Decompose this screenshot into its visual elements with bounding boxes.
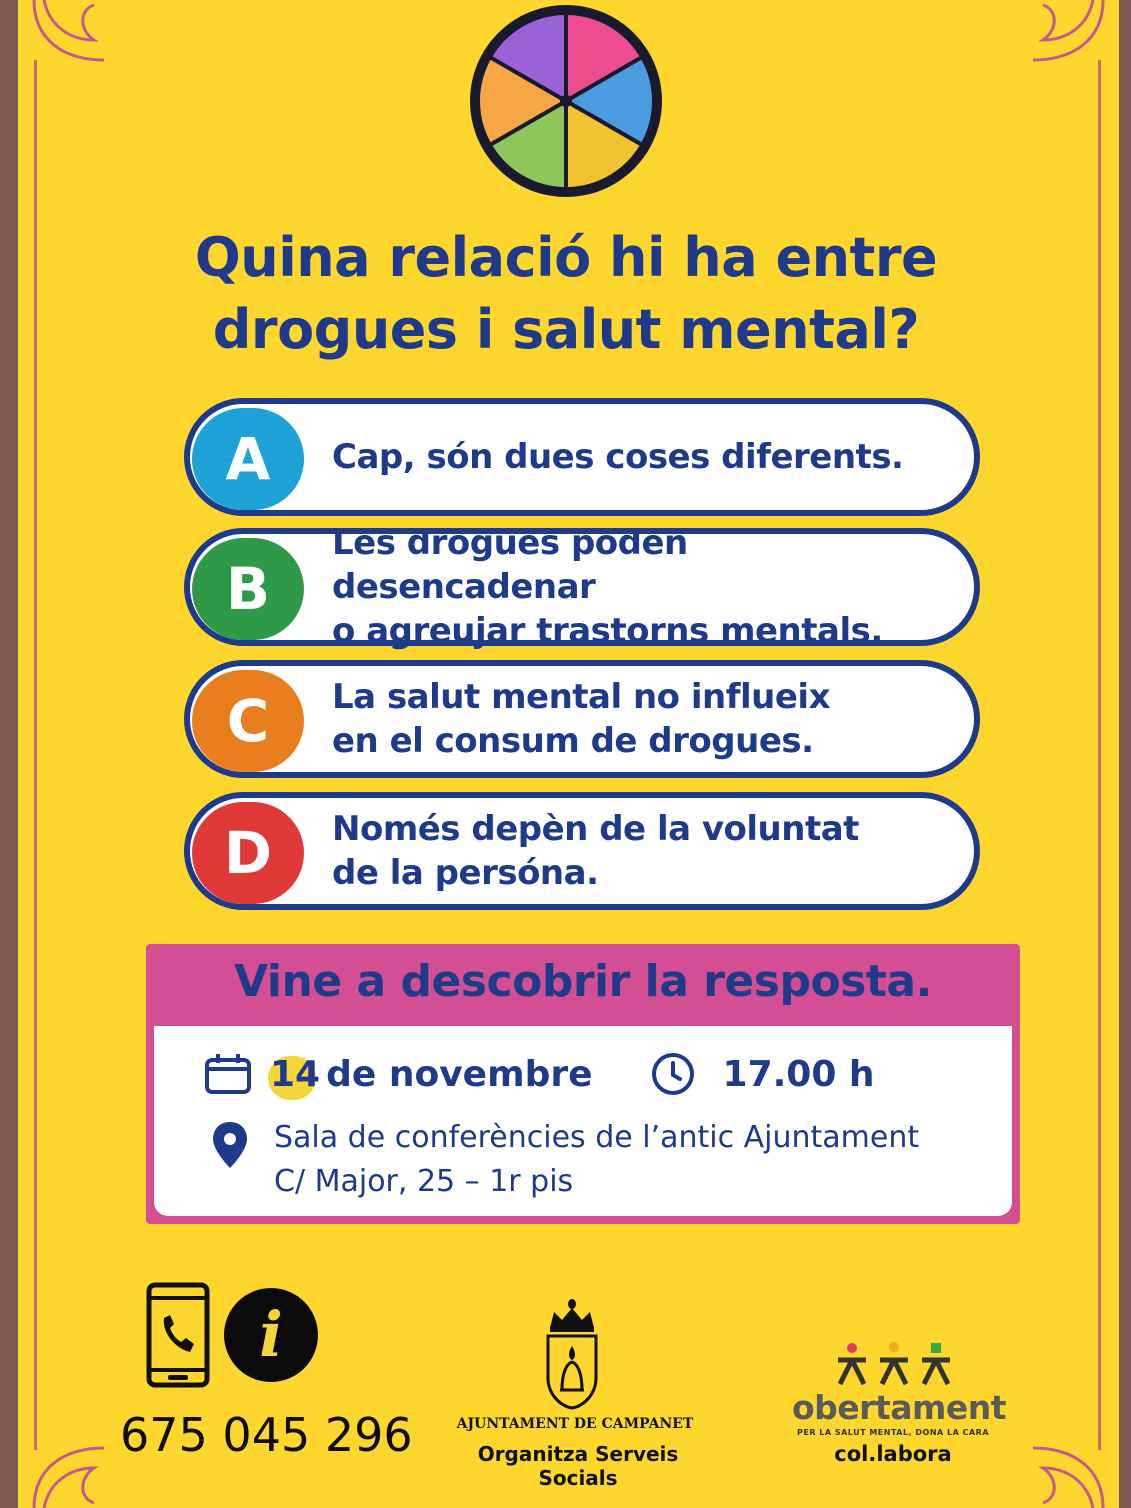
left-border — [0, 0, 18, 1508]
option-d-text — [332, 798, 962, 904]
corner-ornament-bottom-right — [1023, 1418, 1113, 1508]
event-details — [154, 1026, 1012, 1216]
option-b-badge: B — [192, 538, 304, 640]
calendar-icon — [204, 1052, 252, 1096]
event-heading: Vine a descobrir la resposta. — [234, 956, 932, 1007]
corner-ornament-top-left — [24, 0, 114, 90]
option-c[interactable] — [184, 660, 980, 778]
event-day: 14 — [270, 1053, 321, 1095]
option-a-badge: A — [192, 408, 304, 510]
option-d-line-1: Només depèn de la voluntat — [332, 809, 859, 849]
trivia-wheel-icon — [465, 0, 667, 198]
location-line-2: C/ Major, 25 – 1r pis — [274, 1164, 574, 1199]
event-info-box — [146, 944, 1020, 1224]
organizer-text: Organitza Serveis Socials — [477, 1442, 679, 1490]
location-line-1: Sala de conferències de l’antic Ajuntament — [274, 1120, 920, 1155]
event-month: de novembre — [326, 1053, 593, 1095]
event-location — [274, 1116, 919, 1204]
event-day-wrap — [270, 1054, 320, 1095]
option-d-badge: D — [192, 802, 304, 904]
option-b-line-2: o agreujar trastorns mentals. — [332, 611, 883, 651]
corner-ornament-bottom-left — [24, 1418, 114, 1508]
phone-number[interactable]: 675 045 296 — [120, 1408, 413, 1462]
crest-label: AJUNTAMENT DE CAMPANET — [456, 1416, 694, 1432]
obertament-figures-icon — [832, 1340, 956, 1388]
obertament-logo-text: obertament — [792, 1388, 1007, 1427]
option-d[interactable] — [184, 792, 980, 910]
right-border — [1119, 0, 1131, 1508]
obertament-tagline: PER LA SALUT MENTAL, DONA LA CARA — [796, 1428, 990, 1437]
question-line-1: Quina relació hi ha entre — [194, 226, 938, 289]
right-inner-line — [1098, 60, 1101, 1450]
question-title — [160, 222, 972, 366]
mobile-phone-icon — [146, 1282, 210, 1388]
left-inner-line — [34, 60, 37, 1450]
option-d-line-2: de la persóna. — [332, 853, 599, 893]
option-a-line-1: Cap, són dues coses diferents. — [332, 437, 904, 477]
option-b-text — [332, 523, 962, 651]
option-b[interactable] — [184, 523, 980, 651]
clock-icon — [649, 1050, 697, 1098]
option-c-text — [332, 666, 962, 772]
location-pin-icon — [210, 1120, 250, 1172]
event-time: 17.00 h — [722, 1053, 875, 1095]
option-c-line-2: en el consum de drogues. — [332, 721, 814, 761]
collaborator-text: col.labora — [834, 1442, 952, 1466]
municipal-crest-icon — [540, 1298, 604, 1412]
option-b-line-1: Les drogues poden desencadenar — [332, 523, 688, 607]
option-a[interactable] — [184, 398, 980, 516]
question-line-2: drogues i salut mental? — [212, 298, 920, 361]
option-c-line-1: La salut mental no influeix — [332, 677, 831, 717]
corner-ornament-top-right — [1023, 0, 1113, 90]
option-a-text — [332, 404, 962, 510]
option-c-badge: C — [192, 670, 304, 772]
date-time-row — [204, 1046, 875, 1102]
info-icon: i — [224, 1288, 318, 1382]
